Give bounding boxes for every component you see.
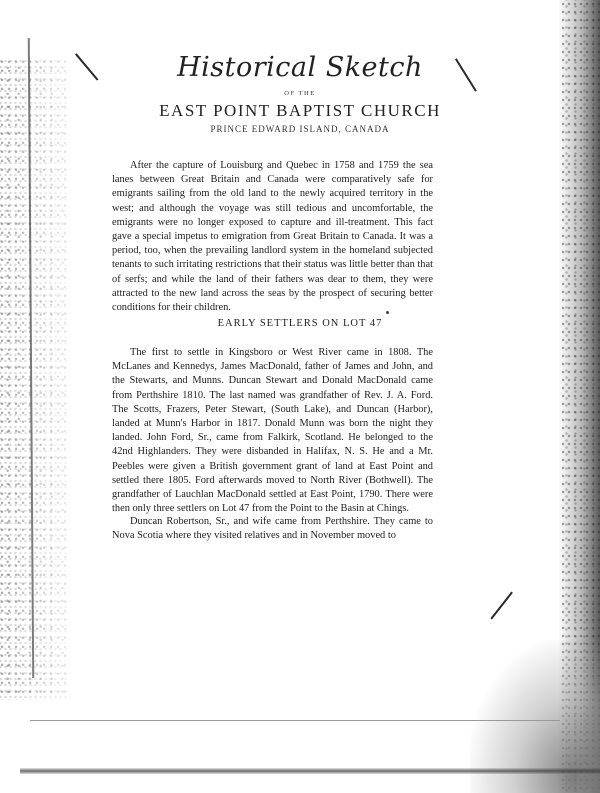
settlers-paragraph: The first to settle in Kingsboro or West River came in 1808. The McLanes and Kennedys, James MacDonald, father of James and John, and the Stewarts, and Munns. Duncan Stewart and Donald MacDonald came from Perthshire 1810. The last named was grandfather of Rev. J. A. Ford. The Scotts, Frazers, Peter Stewart, (South Lake), and Duncan (Harbor), landed at Munn's Harbor in 1817. Donald Munn was born the night they landed. John Ford, Sr., came from Falkirk, Scotland. He belonged to the 42nd Highlanders. They were disbanded in Halifax, N. S. He and a Mr. Peebles were given a British government grant of land at East Point and settled there 1805. Ford afterwards moved to North River (Bothwell). The grandfather of Lauchlan MacDonald settled at East Point, 1790. There were then only three settlers on Lot 47 from the Point to the Basin at Chings. bbox=[112, 347, 433, 515]
robertson-paragraph: Duncan Robertson, Sr., and wife came from Perthshire. They came to Nova Scotia where they visited relatives and in November moved to bbox=[112, 516, 433, 542]
intro-paragraph: After the capture of Louisburg and Quebec in 1758 and 1759 the sea lanes between Great Britain and Canada were comparatively safe for emigrants sailing from the old land to the newly acquired territory in the west; and although the voyage was still tedious and uncomfortable, the emigrants were no longer exposed to capture and ill-treatment. This fact gave a special impetus to emigration from Great Britain to Canada. It was a period, too, when the prevailing landlord system in the homeland subjected tenants to such irritating restrictions that their status was little better than that of serfs; and while the land of their fathers was dear to them, they were attracted to the new land across the seas by the prospect of securing better conditions for their children. bbox=[112, 160, 433, 314]
title-connector: OF THE bbox=[284, 90, 316, 97]
page-bottom-edge bbox=[30, 720, 560, 721]
document-title: Historical Sketch bbox=[177, 52, 423, 83]
location-subtitle: PRINCE EDWARD ISLAND, CANADA bbox=[210, 124, 390, 134]
section-heading: EARLY SETTLERS ON LOT 47 bbox=[217, 318, 383, 329]
bottom-scan-band bbox=[20, 768, 600, 774]
scan-dot bbox=[386, 311, 389, 314]
left-scan-noise bbox=[0, 60, 70, 700]
church-name: EAST POINT BAPTIST CHURCH bbox=[159, 101, 441, 120]
